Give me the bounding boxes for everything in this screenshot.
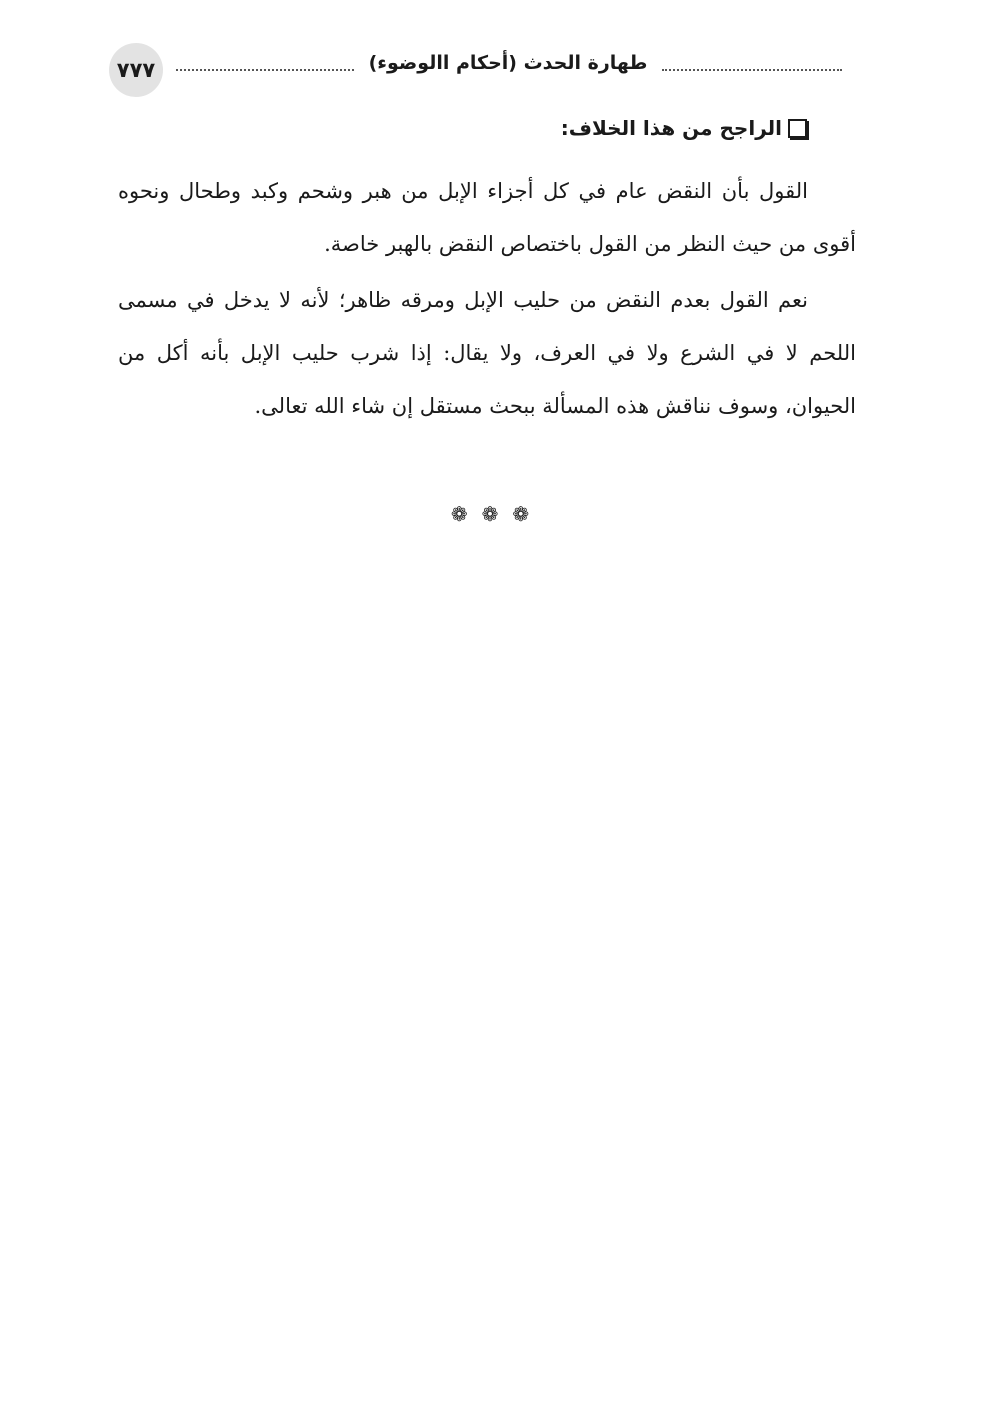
page-number: ٧٧٧ (116, 58, 156, 82)
header-dotted-leader-right (662, 69, 842, 71)
paragraph-1-text: القول بأن النقض عام في كل أجزاء الإبل من هبر وشحم وكبد وطحال ونحوه أقوى من حيث النظر من القول باختصاص النقض بالهبر خاصة. (118, 179, 856, 256)
header-dotted-leader-left (176, 69, 354, 71)
flower-ornament-icon: ❁ (481, 502, 499, 526)
checkbox-icon (788, 119, 807, 138)
section-end-ornament (430, 502, 550, 526)
flower-ornament-icon: ❁ (450, 502, 468, 526)
body-paragraph-1 (118, 165, 856, 271)
flower-ornament-icon: ❁ (512, 502, 530, 526)
running-title: طهارة الحدث (أحكام االوضوء) (368, 52, 648, 74)
section-heading (561, 116, 807, 140)
paragraph-2-text: نعم القول بعدم النقض من حليب الإبل ومرقه ظاهر؛ لأنه لا يدخل في مسمى اللحم لا في الشرع ولا في العرف، ولا يقال: إذا شرب حليب الإبل بأنه أكل من الحيوان، وسوف نناقش هذه المسألة ببحث مستقل إن شاء الله تعالى. (118, 288, 856, 418)
page-number-badge (109, 43, 163, 97)
section-heading-text: الراجح من هذا الخلاف: (560, 116, 782, 140)
body-paragraph-2 (118, 274, 856, 433)
